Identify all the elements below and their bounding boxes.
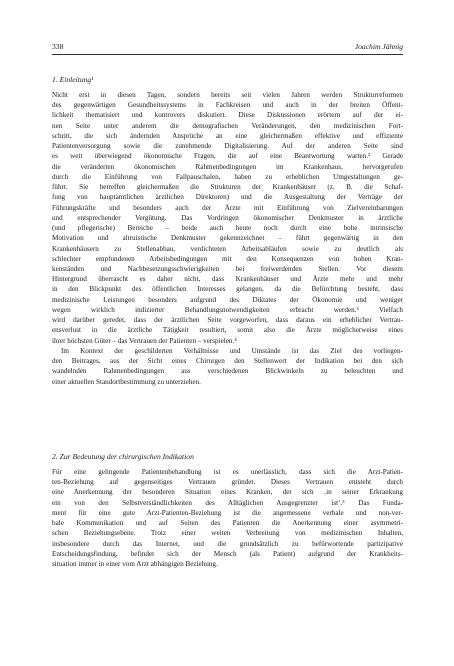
text-line: den Beitrages, aus der Sicht eines Chirurgen den Stellenwert der Indikation bei den sich xyxy=(52,357,403,366)
text-line: schritt, die sich ändernden Ansprüche an eine gleichermaßen effektive und effiziente xyxy=(52,131,403,140)
text-line: des gegenwärtigen Gesundheitssystems in Fachkreisen und auch in der breiten Öffent- xyxy=(52,101,403,110)
text-line: nen Seite unter anderem die demografischen Veränderungen, den medizinischen Fort- xyxy=(52,121,403,130)
text-line: Für eine gelingende Patientenbehandlung ist es unerlässlich, dass sich die Arzt-Patien- xyxy=(52,468,403,476)
text-line: wandelnden Rahmenbedingungen aus verschiedenen Blickwinkeln zu beleuchten und xyxy=(52,367,403,376)
text-line: führt. Sie betreffen gleichermaßen die Strukturen der Krankenhäuser (z. B. die Schaf- xyxy=(52,183,403,192)
text-line: wegen wirklich indizierter Behandlungsnotwendigkeiten erbracht werden.³ Vielfach xyxy=(52,305,403,314)
text-line: schen Beziehungsebene. Trotz einer weiten Verbreitung von medizinischen Inhalten, xyxy=(52,529,403,538)
section-body-introduction xyxy=(52,90,403,387)
text-line: ensverlust in die ärztliche Tätigkeit resultiert, somit also die Ärzte möglicherweise eines xyxy=(52,326,403,335)
section-body-indication xyxy=(52,467,403,569)
page-number: 338 xyxy=(52,42,64,51)
text-line: kenständen und Nachbesetzungsschwierigkeiten bei freiwerdenden Stellen. Vor diesem xyxy=(52,264,403,273)
text-line: in den Blickpunkt des öffentlichen Interesses gelangen, da die Befürchtung besteht, dass xyxy=(52,285,403,294)
text-line: situation immer in einer vom Arzt abhängigen Beziehung. xyxy=(52,560,218,569)
text-line: bale Kommunikation und auf Seiten des Patienten die Anerkennung einer asymmetri- xyxy=(52,519,403,528)
section-heading-introduction: 1. Einleitung¹ xyxy=(52,75,94,84)
text-line: Nicht erst in diesen Tagen, sondern bereits seit vielen Jahren werden Strukturreformen xyxy=(52,91,403,99)
text-line: lichkeit thematisiert und kontrovers diskutiert. Diese Diskussionen erörtern auf der ei- xyxy=(52,111,403,120)
text-line: fung von hauptamtlichen ärztlichen Direktoren) und die Ausgestaltung der Verträge der xyxy=(52,193,403,202)
text-line: Patientenversorgung sowie die zunehmende Digitalisierung. Auf der anderen Seite sind xyxy=(52,142,403,151)
running-head-author: Joachim Jähnig xyxy=(354,42,403,51)
text-line: Entscheidungsfindung, befindet sich der Mensch (als Patient) aufgrund der Krankheits- xyxy=(52,549,403,558)
text-line: Im Kontext der geschilderten Verhältnisse und Umstände ist das Ziel des vorliegen- xyxy=(61,346,403,355)
text-line: Krankenhäusern zu Stellenabbau, verdichteten Arbeitsabläufen sowie zu deutlich als xyxy=(52,244,403,253)
text-line: ten-Beziehung auf gegenseitiges Vertrauen gründet. Dieses Vertrauen entsteht durch xyxy=(52,478,403,487)
text-line: Führungskräfte und besonders auch der Ärzte mit Einführung von Zielvereinbarungen xyxy=(52,203,403,212)
text-line: schlechter empfundenen Arbeitsbedingungen mit den Konsequenzen von hohen Kran- xyxy=(52,254,403,263)
text-line: eine Anerkennung der besonderen Situation eines Kranken, der sich ‚in seiner Erkrankung xyxy=(52,488,403,497)
header-divider xyxy=(52,54,403,55)
text-line: Motivation und altruistische Denkmuster gekennzeichnet – führt gegenwärtig in den xyxy=(52,234,403,243)
text-line: ihrer höchsten Güter – das Vertrauen der Patienten – verspielen.⁴ xyxy=(52,336,237,345)
text-line: einer aktuellen Standortbestimmung zu unterziehen. xyxy=(52,377,201,386)
text-line: medizinische Leistungen besonders aufgrund des Diktates der Ökonomie und weniger xyxy=(52,295,403,304)
running-head xyxy=(52,40,403,54)
text-line: die veränderten ökonomischen Rahmenbedingungen im Krankenhaus, hervorgerufen xyxy=(52,162,403,171)
text-line: wird darüber geredet, dass der ärztlichen Seite vorgeworfen, dass daraus ein erheblicher Vertrau- xyxy=(52,316,403,325)
text-line: ein von den Selbstverständlichkeiten des Alltäglichen Ausgegrenzter ist‘.⁵ Das Funda- xyxy=(52,498,403,507)
text-line: ment für eine gute Arzt-Patienten-Beziehung ist die angemessene verbale und non-ver- xyxy=(52,508,403,517)
text-line: Hintergrund überrascht es daher nicht, dass Krankenhäuser und Ärzte mehr und mehr xyxy=(52,275,403,284)
text-line: es weit überwiegend ökonomische Fragen, die auf eine Beantwortung warten.² Gerade xyxy=(52,152,403,161)
text-line: insbesondere durch das Internet, und die grundsätzlich zu befürwortende partizipative xyxy=(52,539,403,548)
text-line: (und pflegerische) Bereiche – beide auch heute noch durch eine hohe intrinsische xyxy=(52,224,403,233)
text-line: durch die Einführung von Fallpauschalen, haben zu erheblichen Umgestaltungen ge- xyxy=(52,172,403,181)
section-heading-indication: 2. Zur Bedeutung der chirurgischen Indikation xyxy=(52,452,194,461)
text-line: und entsprechender Vergütung. Das Vordringen ökonomischer Denkmuster in ärztliche xyxy=(52,213,403,222)
